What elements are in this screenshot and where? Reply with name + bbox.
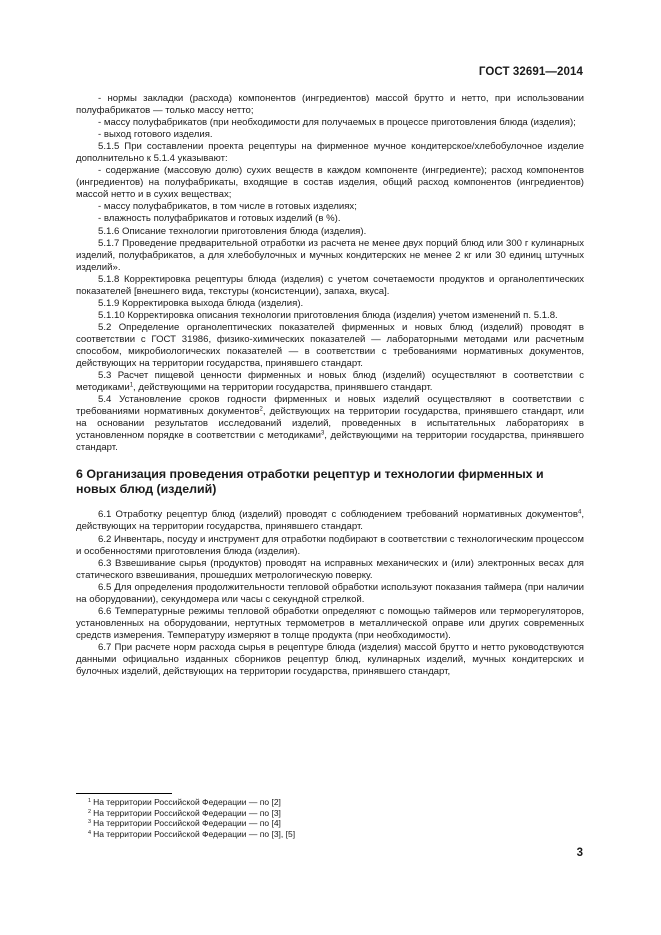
footnote-text: На территории Российской Федерации — по [3], [5] [93, 828, 296, 839]
footnote-number: 3 [88, 819, 92, 825]
footnote-4 [88, 829, 295, 840]
paragraph-5-4-text: 5.4 Установление сроков годности фирменных и новых изделий осуществляют в соответствии с требованиями нормативных документов [76, 394, 584, 418]
paragraph-5-1-7: 5.1.7 Проведение предварительной отработки из расчета не менее двух порций блюд или 300 г кулинарных изделий, полуфабрикатов, а для хлебобулочных и мучных кондитерских не менее 2 кг или 30 единиц штучных изделий». [76, 237, 584, 273]
paragraph-5-4-text-end: , действующими на территории государства, принявшего стандарт. [76, 430, 584, 454]
paragraph-6-1-text: 6.1 Отработку рецептур блюд (изделий) проводят с соблюдением требований нормативных документов [98, 509, 578, 521]
paragraph-item-semifinished-mass: - массу полуфабрикатов (при необходимости для получаемых в процессе приготовления блюда (изделия); [98, 117, 576, 129]
paragraph-5-1-9: 5.1.9 Корректировка выхода блюда (изделия). [98, 297, 304, 309]
footnote-number: 2 [88, 808, 92, 815]
paragraph-item-dry-matter: - содержание (массовую долю) сухих веществ в каждом компоненте (ингредиенте); расход компонентов (ингредиентов) на полуфабрикаты, входящие в состав изделия, общий расход компонентов (ингредиентов) массой нетто и в сухих веществах; [76, 165, 584, 201]
paragraph-6-1-text-end: , действующих на территории государства, принявшего стандарт. [76, 509, 584, 533]
paragraph-5-4-text-mid: , действующих на территории государства, принявшего стандарт, или на основании результатов исследований изделий, проведенных в испытательных лабораториях в установленном порядке в соответствии с методиками [76, 406, 584, 442]
footnote-number: 4 [88, 829, 92, 836]
paragraph-6-6: 6.6 Температурные режимы тепловой обработки определяют с помощью таймеров или терморегуляторов, установленных на оборудовании, нертутных термометров в металлической оправе или других современных средств измерения. Температуру измеряют в толще продукта (при необходимости). [76, 605, 584, 641]
document-body [76, 93, 584, 678]
paragraph-5-1-6: 5.1.6 Описание технологии приготовления блюда (изделия). [98, 225, 367, 237]
section-6-title: 6 Организация проведения отработки рецептур и технологии фирменных и новых блюд (изделий) [76, 467, 544, 497]
footnote-divider [76, 793, 172, 794]
paragraph-5-1-8: 5.1.8 Корректировка рецептуры блюда (изделия) с учетом сочетаемости продуктов и органолептических показателей [внешнего вида, текстуры (консистенции), запаха, вкуса]. [76, 273, 584, 297]
footnote-1 [88, 797, 295, 808]
page-number: 3 [576, 847, 583, 859]
footnote-text: На территории Российской Федерации — по [2] [93, 797, 281, 807]
paragraph-5-3-text: 5.3 Расчет пищевой ценности фирменных и новых блюд (изделий) осуществляют в соответствии с методиками [76, 370, 584, 394]
footnote-ref-1: 1 [129, 382, 134, 389]
paragraph-5-3 [76, 370, 584, 394]
paragraph-6-3: 6.3 Взвешивание сырья (продуктов) проводят на исправных механических и (или) электронных весах для статического взвешивания, прошедших метрологическую поверку. [76, 557, 584, 581]
paragraph-6-1 [76, 509, 584, 533]
paragraph-item-semifinished: - массу полуфабрикатов, в том числе в готовых изделиях; [98, 201, 357, 213]
footnotes [88, 797, 295, 839]
footnote-3 [88, 818, 295, 829]
footnote-number: 1 [88, 798, 92, 804]
footnote-ref-2: 2 [259, 406, 263, 413]
footnote-2 [88, 808, 295, 819]
paragraph-5-1-5: 5.1.5 При составлении проекта рецептуры на фирменное мучное кондитерское/хлебобулочное изделие дополнительно к 5.1.4 указывают: [76, 141, 584, 165]
paragraph-6-7: 6.7 При расчете норм расхода сырья в рецептуре блюда (изделия) массой брутто и нетто руководствуются данными официально изданных сборников рецептур блюд, кулинарных изделий, мучных кондитерских и булочных изделий, действующих на территории государства, принявшего стандарт, [76, 641, 584, 678]
footnote-ref-3: 3 [320, 430, 325, 437]
footnote-text: На территории Российской Федерации — по [3] [93, 807, 281, 818]
paragraph-item-mass: - нормы закладки (расхода) компонентов (ингредиентов) массой брутто и нетто, при использовании полуфабрикатов — только массу нетто; [76, 93, 584, 117]
footnote-text: На территории Российской Федерации — по [4] [93, 818, 281, 828]
footnote-ref-4: 4 [577, 509, 582, 516]
paragraph-6-5: 6.5 Для определения продолжительности тепловой обработки используют показания таймера (при наличии на оборудовании), секундомера или часы с секундной стрелкой. [76, 581, 584, 605]
paragraph-5-2: 5.2 Определение органолептических показателей фирменных и новых блюд (изделий) проводят в соответствии с ГОСТ 31986, физико-химических показателей — лабораторными методами или расчетным способом, микробиологических показателей — в соответствии с требованиями нормативных документов, действующих на территории государства, принявшего стандарт. [76, 321, 584, 370]
paragraph-item-output: - выход готового изделия. [98, 129, 213, 141]
standard-header: ГОСТ 32691—2014 [478, 66, 583, 78]
paragraph-5-4 [76, 394, 584, 454]
paragraph-5-3-text-end: , действующими на территории государства, принявшего стандарт. [133, 382, 433, 394]
paragraph-6-2: 6.2 Инвентарь, посуду и инструмент для отработки подбирают в соответствии с технологическим процессом и особенностями приготовления блюда (изделия). [76, 533, 584, 557]
paragraph-5-1-10: 5.1.10 Корректировка описания технологии приготовления блюда (изделия) учетом изменений п. 5.1.8. [98, 309, 558, 321]
paragraph-item-moisture: - влажность полуфабрикатов и готовых изделий (в %). [98, 213, 341, 225]
